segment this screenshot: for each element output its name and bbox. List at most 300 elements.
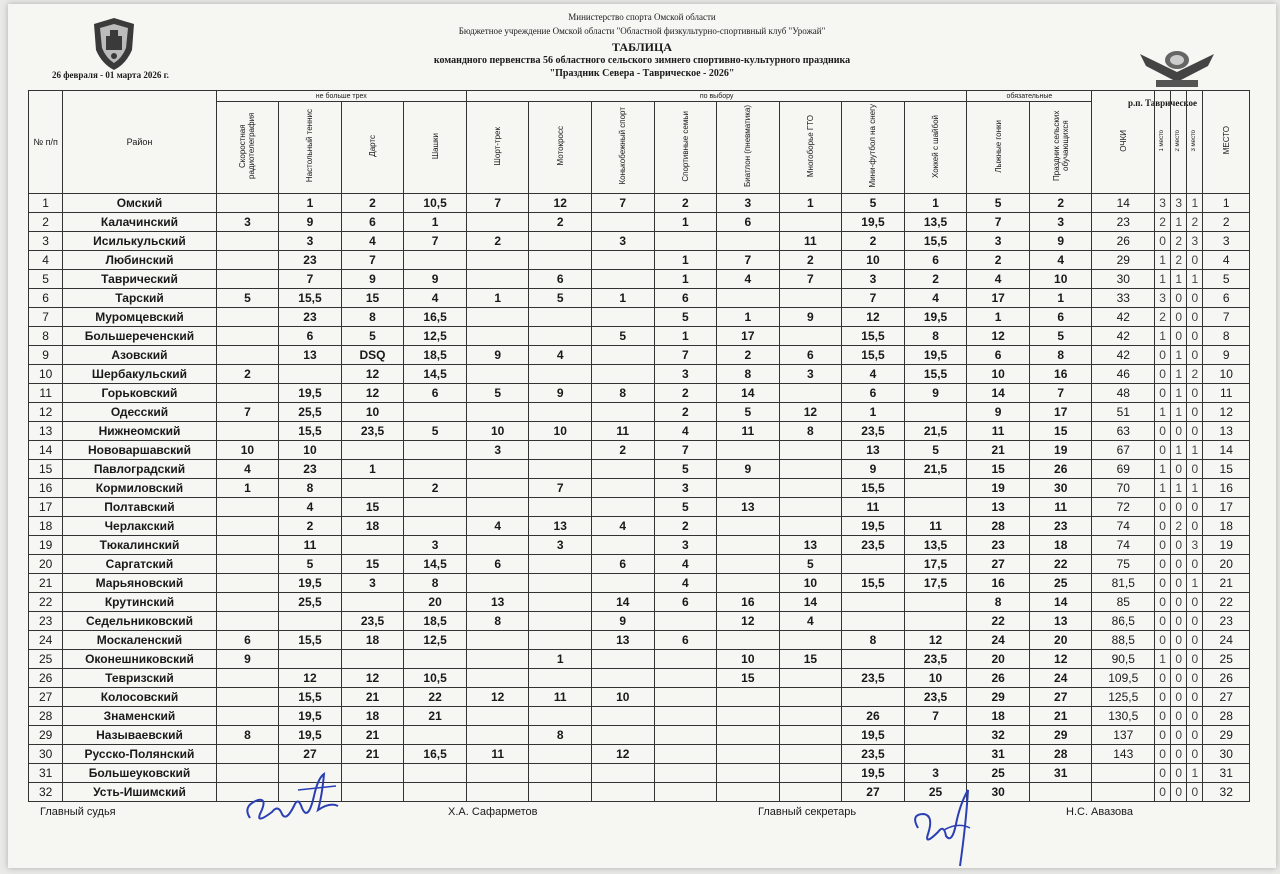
place-cell: 11 bbox=[1203, 384, 1250, 403]
sport-result-cell bbox=[717, 232, 780, 251]
sport-result-cell: 14 bbox=[967, 384, 1030, 403]
sport-result-cell: 10,5 bbox=[404, 669, 467, 688]
medal-count-cell: 0 bbox=[1155, 669, 1171, 688]
sport-result-cell bbox=[779, 688, 842, 707]
club-logo-icon bbox=[1134, 44, 1220, 92]
sport-result-cell: 19,5 bbox=[904, 346, 967, 365]
sport-result-cell: 15 bbox=[341, 555, 404, 574]
sport-result-cell bbox=[216, 574, 279, 593]
sport-result-cell bbox=[654, 783, 717, 802]
sport-result-cell: 5 bbox=[654, 498, 717, 517]
sport-result-cell bbox=[717, 688, 780, 707]
sport-result-cell: 7 bbox=[466, 194, 529, 213]
place-cell: 28 bbox=[1203, 707, 1250, 726]
points-cell: 23 bbox=[1092, 213, 1155, 232]
sport-result-cell: 8 bbox=[779, 422, 842, 441]
table-row bbox=[29, 365, 1250, 384]
medal-count-cell: 0 bbox=[1171, 593, 1187, 612]
sport-result-cell bbox=[216, 346, 279, 365]
table-row bbox=[29, 612, 1250, 631]
place-cell: 8 bbox=[1203, 327, 1250, 346]
medal-count-cell: 0 bbox=[1187, 289, 1203, 308]
medal-count-cell: 0 bbox=[1155, 764, 1171, 783]
sport-result-cell bbox=[842, 688, 905, 707]
sport-result-cell bbox=[341, 783, 404, 802]
sport-result-cell bbox=[717, 517, 780, 536]
sport-result-cell: 14 bbox=[779, 593, 842, 612]
sport-result-cell: 1 bbox=[279, 194, 342, 213]
table-row bbox=[29, 251, 1250, 270]
medal-count-cell: 1 bbox=[1155, 650, 1171, 669]
medal-count-cell: 3 bbox=[1171, 194, 1187, 213]
medal-count-cell: 0 bbox=[1171, 327, 1187, 346]
sport-result-cell: 9 bbox=[466, 346, 529, 365]
col-header-sport: Дартс bbox=[341, 102, 404, 194]
chief-secretary-signature bbox=[908, 784, 988, 874]
medal-count-cell: 1 bbox=[1155, 403, 1171, 422]
sport-result-cell bbox=[842, 593, 905, 612]
sport-result-cell: 17 bbox=[967, 289, 1030, 308]
table-row bbox=[29, 669, 1250, 688]
district-name: Шербакульский bbox=[63, 365, 216, 384]
medal-count-cell: 0 bbox=[1187, 783, 1203, 802]
sport-result-cell: 31 bbox=[1029, 764, 1092, 783]
sport-result-cell: 5 bbox=[717, 403, 780, 422]
col-header-sport: Лыжные гонки bbox=[967, 102, 1030, 194]
table-row bbox=[29, 536, 1250, 555]
sport-result-cell bbox=[842, 612, 905, 631]
table-row bbox=[29, 479, 1250, 498]
sport-result-cell bbox=[591, 365, 654, 384]
row-number: 15 bbox=[29, 460, 63, 479]
sport-result-cell: 2 bbox=[967, 251, 1030, 270]
points-cell: 63 bbox=[1092, 422, 1155, 441]
place-cell: 13 bbox=[1203, 422, 1250, 441]
sport-result-cell: 3 bbox=[904, 764, 967, 783]
place-cell: 32 bbox=[1203, 783, 1250, 802]
sport-result-cell: 27 bbox=[842, 783, 905, 802]
medal-count-cell: 1 bbox=[1155, 251, 1171, 270]
row-number: 18 bbox=[29, 517, 63, 536]
sport-result-cell bbox=[466, 460, 529, 479]
medal-count-cell: 1 bbox=[1171, 346, 1187, 365]
district-name: Усть-Ишимский bbox=[63, 783, 216, 802]
sport-result-cell: 6 bbox=[529, 270, 592, 289]
sport-result-cell bbox=[341, 593, 404, 612]
col-header-num: № п/п bbox=[29, 91, 63, 194]
table-row bbox=[29, 289, 1250, 308]
group-optional: по выбору bbox=[466, 91, 966, 102]
event-dates: 26 февраля - 01 марта 2026 г. bbox=[52, 70, 169, 80]
sport-result-cell: 3 bbox=[654, 365, 717, 384]
sport-result-cell: 21,5 bbox=[904, 460, 967, 479]
row-number: 25 bbox=[29, 650, 63, 669]
document-title: ТАБЛИЦА bbox=[612, 40, 672, 54]
points-cell bbox=[1092, 764, 1155, 783]
col-header-sport: Многоборье ГТО bbox=[779, 102, 842, 194]
chief-secretary-name: Н.С. Авазова bbox=[1066, 806, 1133, 818]
table-row bbox=[29, 308, 1250, 327]
row-number: 2 bbox=[29, 213, 63, 232]
sport-result-cell: 8 bbox=[717, 365, 780, 384]
district-name: Седельниковский bbox=[63, 612, 216, 631]
sport-result-cell: 3 bbox=[404, 536, 467, 555]
sport-result-cell: 1 bbox=[591, 289, 654, 308]
medal-count-cell: 3 bbox=[1187, 232, 1203, 251]
sport-result-cell: DSQ bbox=[341, 346, 404, 365]
sport-result-cell: 10 bbox=[591, 688, 654, 707]
sport-result-cell: 4 bbox=[404, 289, 467, 308]
medal-count-cell: 1 bbox=[1171, 270, 1187, 289]
sport-result-cell bbox=[591, 479, 654, 498]
sport-result-cell bbox=[717, 745, 780, 764]
points-cell: 70 bbox=[1092, 479, 1155, 498]
points-cell: 48 bbox=[1092, 384, 1155, 403]
district-name: Москаленский bbox=[63, 631, 216, 650]
sport-result-cell: 23 bbox=[279, 251, 342, 270]
sport-result-cell: 18,5 bbox=[404, 612, 467, 631]
sport-result-cell: 1 bbox=[466, 289, 529, 308]
medal-count-cell: 0 bbox=[1155, 593, 1171, 612]
place-cell: 25 bbox=[1203, 650, 1250, 669]
medal-count-cell: 1 bbox=[1187, 441, 1203, 460]
sport-result-cell: 19,5 bbox=[279, 574, 342, 593]
sport-result-cell bbox=[1029, 783, 1092, 802]
sport-result-cell: 13 bbox=[279, 346, 342, 365]
table-row bbox=[29, 232, 1250, 251]
sport-result-cell: 4 bbox=[904, 289, 967, 308]
row-number: 20 bbox=[29, 555, 63, 574]
sport-result-cell: 9 bbox=[216, 650, 279, 669]
sport-result-cell: 6 bbox=[466, 555, 529, 574]
sport-result-cell: 11 bbox=[529, 688, 592, 707]
sport-result-cell bbox=[216, 536, 279, 555]
sport-result-cell: 3 bbox=[1029, 213, 1092, 232]
medal-count-cell: 0 bbox=[1171, 726, 1187, 745]
medal-count-cell: 0 bbox=[1187, 726, 1203, 745]
medal-count-cell: 0 bbox=[1155, 384, 1171, 403]
points-cell: 26 bbox=[1092, 232, 1155, 251]
sport-result-cell: 4 bbox=[216, 460, 279, 479]
sport-result-cell bbox=[591, 650, 654, 669]
district-name: Горьковский bbox=[63, 384, 216, 403]
sport-result-cell: 23,5 bbox=[842, 536, 905, 555]
sport-result-cell: 13 bbox=[1029, 612, 1092, 631]
sport-result-cell bbox=[842, 650, 905, 669]
sport-result-cell: 19,5 bbox=[842, 764, 905, 783]
medal-count-cell: 0 bbox=[1155, 688, 1171, 707]
sport-result-cell: 9 bbox=[341, 270, 404, 289]
sport-result-cell bbox=[404, 650, 467, 669]
sport-result-cell: 19,5 bbox=[904, 308, 967, 327]
district-name: Калачинский bbox=[63, 213, 216, 232]
medal-count-cell: 0 bbox=[1187, 707, 1203, 726]
sport-result-cell: 3 bbox=[341, 574, 404, 593]
sport-result-cell: 13 bbox=[779, 536, 842, 555]
sport-result-cell bbox=[529, 631, 592, 650]
place-cell: 21 bbox=[1203, 574, 1250, 593]
place-cell: 27 bbox=[1203, 688, 1250, 707]
sport-result-cell: 12,5 bbox=[404, 631, 467, 650]
sport-result-cell bbox=[717, 707, 780, 726]
sport-result-cell: 5 bbox=[216, 289, 279, 308]
sport-result-cell bbox=[404, 403, 467, 422]
col-header-sport: Мотокросс bbox=[529, 102, 592, 194]
medal-count-cell: 0 bbox=[1171, 669, 1187, 688]
chief-judge-label: Главный судья bbox=[40, 806, 116, 818]
sport-result-cell: 5 bbox=[341, 327, 404, 346]
district-name: Тевризский bbox=[63, 669, 216, 688]
sport-result-cell bbox=[529, 593, 592, 612]
sport-result-cell: 6 bbox=[717, 213, 780, 232]
place-cell: 23 bbox=[1203, 612, 1250, 631]
sport-result-cell bbox=[591, 707, 654, 726]
sport-result-cell: 1 bbox=[654, 251, 717, 270]
sport-result-cell: 13 bbox=[529, 517, 592, 536]
sport-result-cell: 1 bbox=[341, 460, 404, 479]
medal-count-cell: 1 bbox=[1155, 327, 1171, 346]
medal-count-cell: 1 bbox=[1187, 764, 1203, 783]
sport-result-cell: 6 bbox=[654, 289, 717, 308]
sport-result-cell: 8 bbox=[591, 384, 654, 403]
medal-count-cell: 2 bbox=[1155, 308, 1171, 327]
sport-result-cell bbox=[279, 612, 342, 631]
medal-count-cell: 0 bbox=[1187, 308, 1203, 327]
sport-result-cell bbox=[717, 631, 780, 650]
sport-result-cell: 25 bbox=[1029, 574, 1092, 593]
sport-result-cell bbox=[779, 726, 842, 745]
district-name: Марьяновский bbox=[63, 574, 216, 593]
table-row bbox=[29, 707, 1250, 726]
sport-result-cell: 15 bbox=[779, 650, 842, 669]
points-cell: 81,5 bbox=[1092, 574, 1155, 593]
sport-result-cell: 25 bbox=[904, 783, 967, 802]
sport-result-cell: 5 bbox=[529, 289, 592, 308]
medal-count-cell: 0 bbox=[1187, 327, 1203, 346]
sport-result-cell bbox=[529, 460, 592, 479]
sport-result-cell bbox=[904, 726, 967, 745]
col-header-sport: Конькобежный спорт bbox=[591, 102, 654, 194]
sport-result-cell bbox=[591, 251, 654, 270]
medal-count-cell: 1 bbox=[1171, 365, 1187, 384]
sport-result-cell bbox=[779, 498, 842, 517]
sport-result-cell bbox=[779, 460, 842, 479]
table-row bbox=[29, 688, 1250, 707]
place-cell: 15 bbox=[1203, 460, 1250, 479]
sport-result-cell bbox=[216, 612, 279, 631]
sport-result-cell: 10 bbox=[779, 574, 842, 593]
medal-count-cell: 0 bbox=[1187, 650, 1203, 669]
medal-count-cell: 0 bbox=[1187, 460, 1203, 479]
sport-result-cell: 32 bbox=[967, 726, 1030, 745]
sport-result-cell: 1 bbox=[529, 650, 592, 669]
sport-result-cell: 9 bbox=[717, 460, 780, 479]
sport-result-cell bbox=[591, 764, 654, 783]
sport-result-cell: 1 bbox=[654, 213, 717, 232]
row-number: 4 bbox=[29, 251, 63, 270]
sport-result-cell bbox=[466, 707, 529, 726]
sport-result-cell: 7 bbox=[1029, 384, 1092, 403]
sport-result-cell: 1 bbox=[654, 270, 717, 289]
medal-count-cell: 0 bbox=[1155, 498, 1171, 517]
sport-result-cell: 7 bbox=[717, 251, 780, 270]
district-name: Любинский bbox=[63, 251, 216, 270]
sport-result-cell bbox=[216, 422, 279, 441]
chief-secretary-label: Главный секретарь bbox=[758, 806, 857, 818]
sport-result-cell: 7 bbox=[904, 707, 967, 726]
sport-result-cell: 5 bbox=[904, 441, 967, 460]
sport-result-cell bbox=[341, 536, 404, 555]
medal-count-cell: 2 bbox=[1187, 213, 1203, 232]
place-cell: 12 bbox=[1203, 403, 1250, 422]
district-name: Оконешниковский bbox=[63, 650, 216, 669]
sport-result-cell bbox=[404, 764, 467, 783]
sport-result-cell: 20 bbox=[1029, 631, 1092, 650]
sport-result-cell bbox=[466, 726, 529, 745]
sport-result-cell bbox=[216, 517, 279, 536]
medal-count-cell: 2 bbox=[1155, 213, 1171, 232]
sport-result-cell bbox=[466, 365, 529, 384]
table-row bbox=[29, 764, 1250, 783]
sport-result-cell: 17 bbox=[1029, 403, 1092, 422]
sport-result-cell: 4 bbox=[279, 498, 342, 517]
sport-result-cell: 1 bbox=[216, 479, 279, 498]
sport-result-cell: 4 bbox=[529, 346, 592, 365]
medal-count-cell: 0 bbox=[1155, 346, 1171, 365]
sport-result-cell bbox=[404, 460, 467, 479]
table-row bbox=[29, 403, 1250, 422]
sport-result-cell: 3 bbox=[529, 536, 592, 555]
place-cell: 3 bbox=[1203, 232, 1250, 251]
sport-result-cell: 25,5 bbox=[279, 403, 342, 422]
sport-result-cell: 15 bbox=[967, 460, 1030, 479]
sport-result-cell: 10 bbox=[341, 403, 404, 422]
sport-result-cell bbox=[529, 365, 592, 384]
medal-count-cell: 1 bbox=[1171, 479, 1187, 498]
sport-result-cell: 21 bbox=[404, 707, 467, 726]
sport-result-cell bbox=[529, 745, 592, 764]
table-row bbox=[29, 460, 1250, 479]
points-cell: 33 bbox=[1092, 289, 1155, 308]
medal-count-cell: 0 bbox=[1187, 403, 1203, 422]
medal-count-cell: 0 bbox=[1155, 517, 1171, 536]
medal-count-cell: 0 bbox=[1155, 441, 1171, 460]
row-number: 6 bbox=[29, 289, 63, 308]
sport-result-cell bbox=[466, 669, 529, 688]
sport-result-cell: 17,5 bbox=[904, 555, 967, 574]
sport-result-cell: 4 bbox=[1029, 251, 1092, 270]
points-cell: 88,5 bbox=[1092, 631, 1155, 650]
row-number: 24 bbox=[29, 631, 63, 650]
sport-result-cell: 8 bbox=[1029, 346, 1092, 365]
sport-result-cell: 15,5 bbox=[842, 574, 905, 593]
medal-count-cell: 1 bbox=[1187, 270, 1203, 289]
sport-result-cell bbox=[216, 669, 279, 688]
table-row bbox=[29, 593, 1250, 612]
sport-result-cell: 9 bbox=[904, 384, 967, 403]
sport-result-cell bbox=[654, 707, 717, 726]
sport-result-cell: 19,5 bbox=[279, 726, 342, 745]
sport-result-cell: 4 bbox=[591, 517, 654, 536]
row-number: 31 bbox=[29, 764, 63, 783]
sport-result-cell bbox=[216, 498, 279, 517]
sport-result-cell bbox=[466, 574, 529, 593]
sport-result-cell: 5 bbox=[404, 422, 467, 441]
sport-result-cell: 19,5 bbox=[279, 707, 342, 726]
table-row bbox=[29, 745, 1250, 764]
sport-result-cell: 22 bbox=[1029, 555, 1092, 574]
place-cell: 24 bbox=[1203, 631, 1250, 650]
sport-result-cell bbox=[216, 384, 279, 403]
sport-result-cell: 3 bbox=[466, 441, 529, 460]
sport-result-cell: 23 bbox=[967, 536, 1030, 555]
sport-result-cell: 9 bbox=[279, 213, 342, 232]
sport-result-cell: 2 bbox=[591, 441, 654, 460]
table-row bbox=[29, 422, 1250, 441]
place-cell: 9 bbox=[1203, 346, 1250, 365]
district-name: Саргатский bbox=[63, 555, 216, 574]
sport-result-cell bbox=[529, 707, 592, 726]
medal-count-cell: 0 bbox=[1187, 593, 1203, 612]
medal-count-cell: 0 bbox=[1187, 612, 1203, 631]
sport-result-cell bbox=[216, 707, 279, 726]
medal-count-cell: 0 bbox=[1187, 555, 1203, 574]
sport-result-cell bbox=[591, 783, 654, 802]
medal-count-cell: 0 bbox=[1155, 422, 1171, 441]
document-subtitle: командного первенства 56 областного сельского зимнего спортивно-культурного праздника bbox=[433, 55, 851, 66]
col-header-first: 1 место bbox=[1155, 91, 1171, 194]
sport-result-cell: 18 bbox=[341, 517, 404, 536]
place-cell: 1 bbox=[1203, 194, 1250, 213]
sport-result-cell: 14 bbox=[591, 593, 654, 612]
place-cell: 19 bbox=[1203, 536, 1250, 555]
sport-result-cell bbox=[466, 783, 529, 802]
medal-count-cell: 0 bbox=[1187, 498, 1203, 517]
sport-result-cell: 2 bbox=[654, 403, 717, 422]
sport-result-cell: 7 bbox=[591, 194, 654, 213]
sport-result-cell bbox=[466, 327, 529, 346]
sport-result-cell: 12 bbox=[341, 669, 404, 688]
sport-result-cell: 8 bbox=[404, 574, 467, 593]
district-name: Полтавский bbox=[63, 498, 216, 517]
sport-result-cell: 1 bbox=[842, 403, 905, 422]
sport-result-cell bbox=[591, 574, 654, 593]
sport-result-cell: 6 bbox=[842, 384, 905, 403]
sport-result-cell: 11 bbox=[1029, 498, 1092, 517]
sport-result-cell: 11 bbox=[842, 498, 905, 517]
table-row bbox=[29, 517, 1250, 536]
row-number: 19 bbox=[29, 536, 63, 555]
document-sheet bbox=[8, 4, 1276, 868]
sport-result-cell bbox=[466, 251, 529, 270]
sport-result-cell bbox=[779, 213, 842, 232]
sport-result-cell bbox=[279, 365, 342, 384]
medal-count-cell: 0 bbox=[1155, 707, 1171, 726]
sport-result-cell bbox=[529, 327, 592, 346]
sport-result-cell: 2 bbox=[717, 346, 780, 365]
medal-count-cell: 0 bbox=[1155, 536, 1171, 555]
district-name: Исилькульский bbox=[63, 232, 216, 251]
sport-result-cell: 12 bbox=[591, 745, 654, 764]
sport-result-cell: 3 bbox=[591, 232, 654, 251]
medal-count-cell: 1 bbox=[1171, 441, 1187, 460]
sport-result-cell bbox=[466, 536, 529, 555]
sport-result-cell bbox=[779, 327, 842, 346]
sport-result-cell: 23 bbox=[1029, 517, 1092, 536]
table-row bbox=[29, 650, 1250, 669]
sport-result-cell: 10 bbox=[904, 669, 967, 688]
medal-count-cell: 0 bbox=[1155, 365, 1171, 384]
